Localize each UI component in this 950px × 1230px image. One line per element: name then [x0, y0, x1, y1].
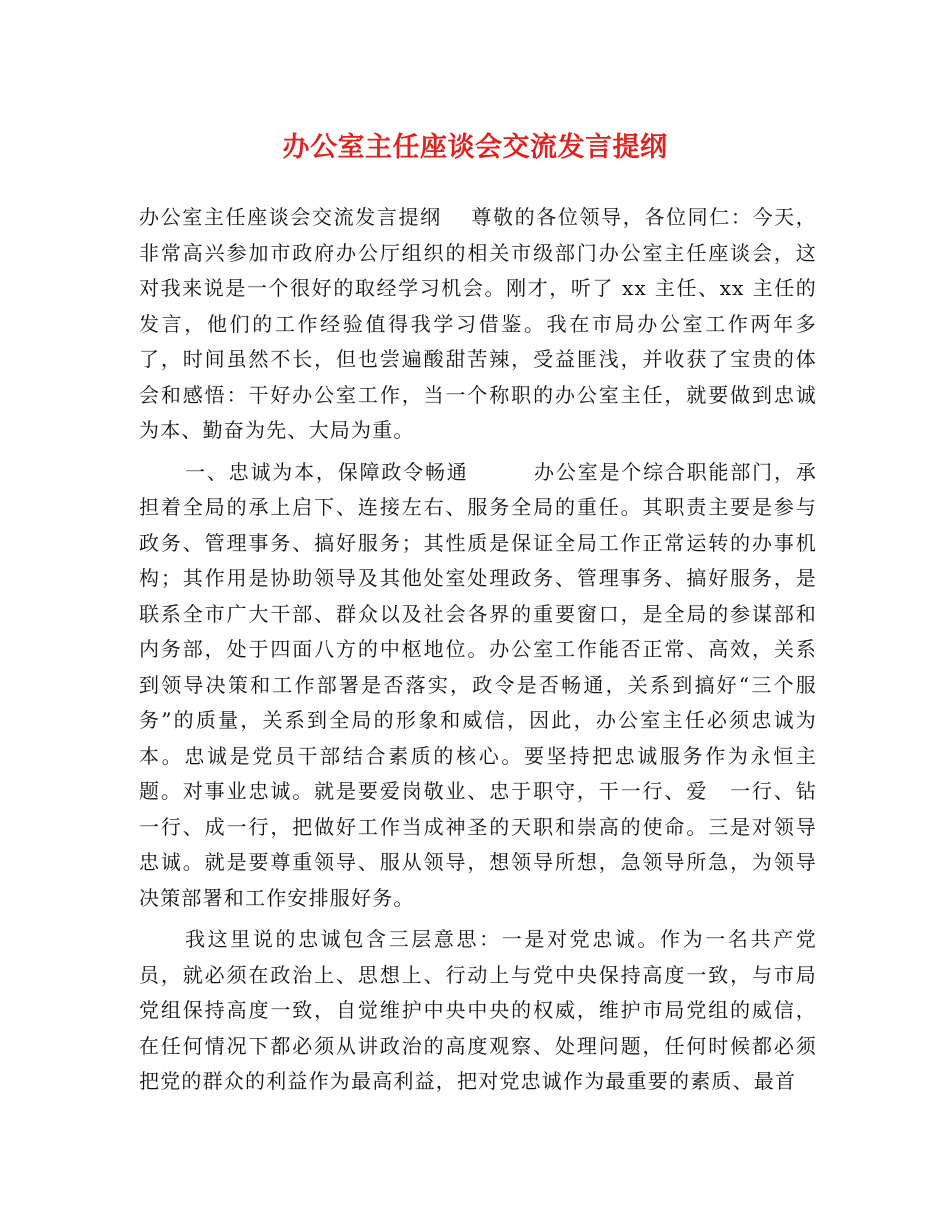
paragraph-intro: 办公室主任座谈会交流发言提纲 尊敬的各位领导，各位同仁：今天，非常高兴参加市政府办公厅组织的相关市级部门办公室主任座谈会，这对我来说是一个很好的取经学习机会。刚才，听了 xx 主任、xx 主任的发言，他们的工作经验值得我学习借鉴。我在市局办公室工作两年多了，时间虽然不长，但也尝遍酸甜苦辣，受益匪浅，并收获了宝贵的体会和感悟：干好办公室工作，当一个称职的办公室主任，就要做到忠诚为本、勤奋为先、大局为重。 [139, 205, 817, 442]
document-title: 办公室主任座谈会交流发言提纲 [282, 132, 668, 163]
paragraph-loyalty-meaning: 我这里说的忠诚包含三层意思：一是对党忠诚。作为一名共产党员，就必须在政治上、思想上、行动上与党中央保持高度一致，与市局党组保持高度一致，自觉维护中央中央的权威，维护市局党组的威信，在任何情况下都必须从讲政治的高度观察、处理问题，任何时候都必须把党的群众的利益作为最高利益，把对党忠诚作为最重要的素质、最首 [139, 927, 817, 1093]
paragraph-section-one: 一、忠诚为本，保障政令畅通 办公室是个综合职能部门，承担着全局的承上启下、连接左右、服务全局的重任。其职责主要是参与政务、管理事务、搞好服务；其性质是保证全局工作正常运转的办事机构；其作用是协助领导及其他处室处理政务、管理事务、搞好服务，是联系全市广大干部、群众以及社会各界的重要窗口，是全局的参谋部和内务部，处于四面八方的中枢地位。办公室工作能否正常、高效，关系到领导决策和工作部署是否落实，政令是否畅通，关系到搞好“三个服务”的质量，关系到全局的形象和威信，因此，办公室主任必须忠诚为本。忠诚是党员干部结合素质的核心。要坚持把忠诚服务作为永恒主题。对事业忠诚。就是要爱岗敬业、忠于职守，干一行、爱 一行、钻一行、成一行，把做好工作当成神圣的天职和崇高的使命。三是对领导忠诚。就是要尊重领导、服从领导，想领导所想，急领导所急，为领导决策部署和工作安排服好务。 [139, 459, 817, 910]
document-body [139, 200, 817, 1100]
